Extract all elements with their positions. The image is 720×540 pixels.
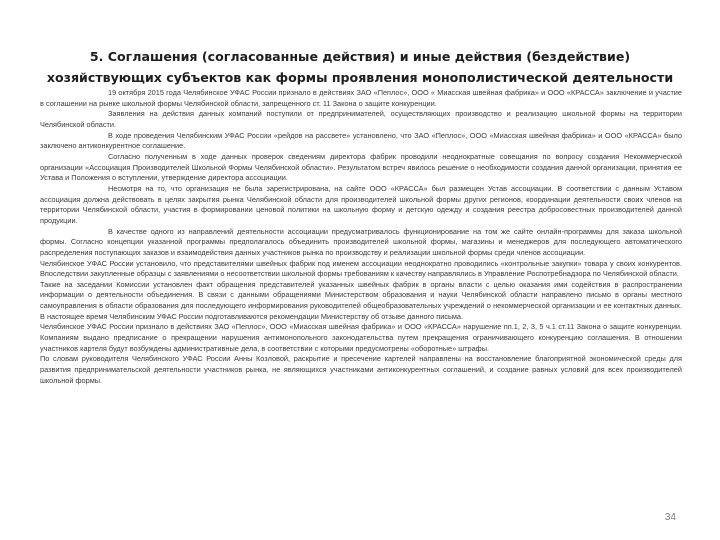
- page-number: 34: [664, 512, 676, 523]
- paragraph-court-decision: 19 октября 2015 года Челябинское УФАС России признало в действиях ЗАО «Пеплос», ООО « Миасская швейная фабрика» и ООО «КРАССА» заключение и участие в соглашении на рынке школьной формы Челябинской области, запрещенного ст. 11 Закона о защите конкуренции.: [40, 88, 682, 108]
- slide-title: 5. Соглашения (согласованные действия) и иные действия (бездействие) хозяйствующих субъектов как формы проявления монополистической деятельности: [46, 49, 674, 85]
- paragraph-control-purchases: Челябинское УФАС России установило, что представителями швейных фабрик под именем ассоциации неоднократно проводились «контрольные закупки» товара у своих конкурентов. Впоследствии закупленные образцы с заявлениями о несоответствии школьной формы требованиям к качеству направлялись в Управление Роспотребнадзора по Челябинской области.: [40, 258, 682, 279]
- paragraph-online-program: В качестве одного из направлений деятельности ассоциации предусматривалось функционирование на том же сайте онлайн-программы для заказа школьной формы. Согласно концепции указанной программы предполагалось объединить производителей школьной формы, магазины и менеджеров для последующего автоматического распределения поступающих заказов и взаимодействия данных участников рынка по производству и реализации школьной формы среди членов ассоциации.: [40, 226, 682, 257]
- paragraph-head-statement: По словам руководителя Челябинского УФАС России Анны Козловой, раскрытие и пресечение картелей направлены на восстановление благоприятной экономической среды для развития предпринимательской деятельности участников рынка, не являющихся участниками антиконкурентных соглашений, и создание равных условий для всех производителей школьной формы.: [40, 354, 682, 385]
- paragraph-complaints: Заявления на действия данных компаний поступили от предпринимателей, осуществляющих производство и реализацию школьной формы на территории Челябинской области.: [40, 109, 682, 129]
- paragraph-dawn-raids: В ходе проведения Челябинским УФАС России «рейдов на рассвете» установлено, что ЗАО «Пеплос», ООО «Миасская швейная фабрика» и ООО «КРАССА» было заключено антиконкурентное соглашение.: [40, 130, 682, 151]
- slide-body-text: [40, 88, 682, 386]
- paragraph-violation: Челябинское УФАС России признало в действиях ЗАО «Пеплос», ООО «Миасская швейная фабрика» и ООО «КРАССА» нарушение пп.1, 2, 3, 5 ч.1 ст.11 Закона о защите конкуренции. Компаниям выдано предписание о прекращении нарушения антимонопольного законодательства путем прекращения ограничивающего конкуренцию соглашения. В отношении участников картеля будут возбуждены административные дела, в соответствии с которыми предусмотрены «оборотные» штрафы.: [40, 322, 682, 353]
- paragraph-charter: Несмотря на то, что организация не была зарегистрирована, на сайте ООО «КРАССА» был размещен Устав ассоциации. В соответствии с данным Уставом ассоциация должна действовать в целях закрытия рынка Челябинской области для производителей школьной формы других регионов, координации деятельности своих членов на территории Челябинской области, участия в формировании ценовой политики на школьную форму и детскую одежду и создания реестра добросовестных производителей данной продукции.: [40, 183, 682, 225]
- paragraph-meetings: Согласно полученным в ходе данных проверок сведениям директора фабрик проводили неоднократные совещания по вопросу создания Некоммерческой организации «Ассоциация Производителей Школьной Формы Челябинской области». Результатом встреч явилось решение о необходимости создания данной организации, принятия ее Устава и Положения о вступлении, утверждение директора ассоциации.: [40, 151, 682, 183]
- paragraph-authorities: Также на заседании Комиссии установлен факт обращения представителей указанных швейных фабрик в органы власти с целью оказания ими содействия в распространении информации о деятельности объединения. В связи с данными обращениями Министерством образования и науки Челябинской области направлено письмо в органы местного самоуправления в области образования для последующего информирования руководителей общеобразовательных учреждений о некоммерческой организации и ее контактных данных. В настоящее время Челябинским УФАС России подготавливаются рекомендации Министерству об отзыве данного письма.: [40, 279, 682, 321]
